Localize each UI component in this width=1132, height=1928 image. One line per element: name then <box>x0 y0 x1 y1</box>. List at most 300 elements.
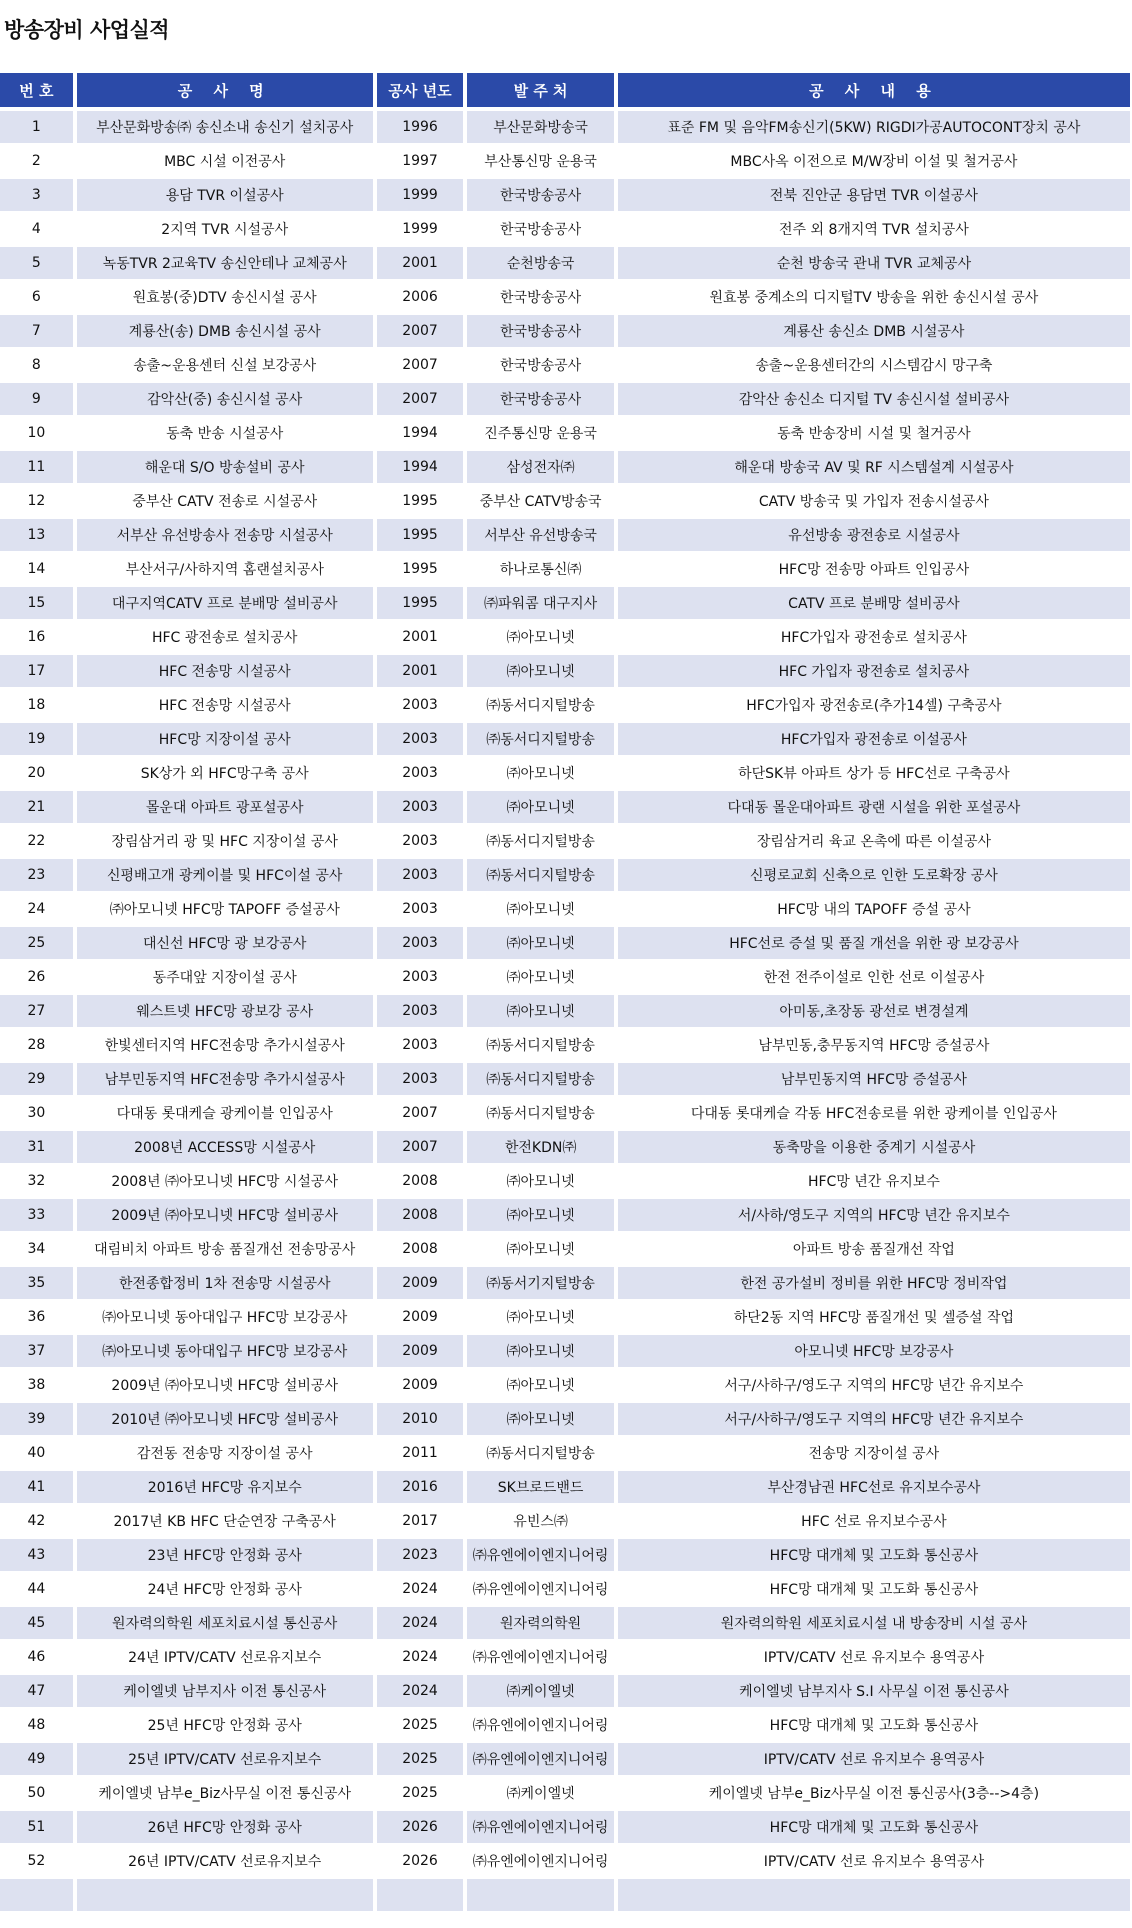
table-row <box>0 1369 1130 1403</box>
row-number: 16 <box>0 621 73 653</box>
table-row <box>0 1845 1130 1879</box>
project-name: 2지역 TVR 시설공사 <box>77 213 373 245</box>
row-number: 9 <box>0 383 73 415</box>
client-name: ㈜아모니넷 <box>467 1369 613 1401</box>
project-description: HFC선로 증설 및 품질 개선을 위한 광 보강공사 <box>618 927 1130 959</box>
row-number: 51 <box>0 1811 73 1843</box>
project-description: CATV 프로 분배망 설비공사 <box>618 587 1130 619</box>
project-year: 1996 <box>377 111 464 143</box>
project-name: 원효봉(중)DTV 송신시설 공사 <box>77 281 373 313</box>
row-number: 3 <box>0 179 73 211</box>
client-name: ㈜아모니넷 <box>467 893 613 925</box>
table-row <box>0 1675 1130 1709</box>
table-row <box>0 1777 1130 1811</box>
row-number: 40 <box>0 1437 73 1469</box>
project-name: HFC 전송망 시설공사 <box>77 655 373 687</box>
project-name: 해운대 S/O 방송설비 공사 <box>77 451 373 483</box>
row-number: 50 <box>0 1777 73 1809</box>
client-name: ㈜아모니넷 <box>467 1233 613 1265</box>
client-name: ㈜유엔에이엔지니어링 <box>467 1573 613 1605</box>
client-name: 한국방송공사 <box>467 315 613 347</box>
row-number: 49 <box>0 1743 73 1775</box>
client-name: ㈜동서디지털방송 <box>467 723 613 755</box>
project-name: 대림비치 아파트 방송 품질개선 전송망공사 <box>77 1233 373 1265</box>
project-table <box>0 73 1130 1913</box>
client-name: 중부산 CATV방송국 <box>467 485 613 517</box>
project-year: 2003 <box>377 995 464 1027</box>
project-year: 1995 <box>377 485 464 517</box>
project-name: MBC 시설 이전공사 <box>77 145 373 177</box>
table-row <box>0 791 1130 825</box>
project-description: 부산경남권 HFC선로 유지보수공사 <box>618 1471 1130 1503</box>
table-row <box>0 1437 1130 1471</box>
table-row <box>0 1267 1130 1301</box>
client-name: SK브로드밴드 <box>467 1471 613 1503</box>
project-description: 케이엘넷 남부지사 S.I 사무실 이전 통신공사 <box>618 1675 1130 1707</box>
project-name: 동주대앞 지장이설 공사 <box>77 961 373 993</box>
table-row <box>0 1097 1130 1131</box>
client-name: ㈜아모니넷 <box>467 655 613 687</box>
row-number: 12 <box>0 485 73 517</box>
project-name: 남부민동지역 HFC전송망 추가시설공사 <box>77 1063 373 1095</box>
row-number: 11 <box>0 451 73 483</box>
row-number: 29 <box>0 1063 73 1095</box>
row-number: 2 <box>0 145 73 177</box>
project-year: 2017 <box>377 1505 464 1537</box>
project-description: HFC가입자 광전송로 설치공사 <box>618 621 1130 653</box>
project-name: 2010년 ㈜아모니넷 HFC망 설비공사 <box>77 1403 373 1435</box>
project-description: 다대동 몰운대아파트 광랜 시설을 위한 포설공사 <box>618 791 1130 823</box>
project-year: 2011 <box>377 1437 464 1469</box>
project-description: 서구/사하구/영도구 지역의 HFC망 년간 유지보수 <box>618 1403 1130 1435</box>
table-row <box>0 859 1130 893</box>
table-row <box>0 1131 1130 1165</box>
client-name: ㈜아모니넷 <box>467 961 613 993</box>
project-description: 남부민동,충무동지역 HFC망 증설공사 <box>618 1029 1130 1061</box>
client-name: ㈜아모니넷 <box>467 927 613 959</box>
client-name: ㈜유엔에이엔지니어링 <box>467 1641 613 1673</box>
project-description: HFC망 대개체 및 고도화 통신공사 <box>618 1573 1130 1605</box>
project-name: 부산서구/사하지역 홈랜설치공사 <box>77 553 373 585</box>
row-number: 37 <box>0 1335 73 1367</box>
client-name: ㈜동서디지털방송 <box>467 1029 613 1061</box>
project-name: 2008년 ACCESS망 시설공사 <box>77 1131 373 1163</box>
client-name: ㈜동서디지털방송 <box>467 1063 613 1095</box>
table-row <box>0 1811 1130 1845</box>
project-description: HFC 선로 유지보수공사 <box>618 1505 1130 1537</box>
project-year: 2025 <box>377 1709 464 1741</box>
project-year: 2008 <box>377 1233 464 1265</box>
project-description: 동축 반송장비 시설 및 철거공사 <box>618 417 1130 449</box>
row-number: 46 <box>0 1641 73 1673</box>
row-number: 38 <box>0 1369 73 1401</box>
project-description: 한전 전주이설로 인한 선로 이설공사 <box>618 961 1130 993</box>
client-name: ㈜아모니넷 <box>467 791 613 823</box>
project-name: 24년 HFC망 안정화 공사 <box>77 1573 373 1605</box>
row-number: 27 <box>0 995 73 1027</box>
row-number: 48 <box>0 1709 73 1741</box>
project-year: 1995 <box>377 519 464 551</box>
project-name: 중부산 CATV 전송로 시설공사 <box>77 485 373 517</box>
project-year: 1995 <box>377 553 464 585</box>
project-year: 2008 <box>377 1165 464 1197</box>
row-number: 45 <box>0 1607 73 1639</box>
project-name: 26년 HFC망 안정화 공사 <box>77 1811 373 1843</box>
project-name: 케이엘넷 남부지사 이전 통신공사 <box>77 1675 373 1707</box>
row-number: 23 <box>0 859 73 891</box>
project-year: 1997 <box>377 145 464 177</box>
row-number: 22 <box>0 825 73 857</box>
project-description: IPTV/CATV 선로 유지보수 용역공사 <box>618 1743 1130 1775</box>
project-year: 2003 <box>377 1029 464 1061</box>
client-name: 원자력의학원 <box>467 1607 613 1639</box>
client-name: 진주통신망 운용국 <box>467 417 613 449</box>
project-year: 2003 <box>377 791 464 823</box>
project-description: 신평로교회 신축으로 인한 도로확장 공사 <box>618 859 1130 891</box>
row-number: 21 <box>0 791 73 823</box>
project-year: 2003 <box>377 723 464 755</box>
project-name: 2009년 ㈜아모니넷 HFC망 설비공사 <box>77 1199 373 1231</box>
project-year: 2003 <box>377 859 464 891</box>
project-description: 한전 공가설비 정비를 위한 HFC망 정비작업 <box>618 1267 1130 1299</box>
project-name: HFC 광전송로 설치공사 <box>77 621 373 653</box>
project-description: IPTV/CATV 선로 유지보수 용역공사 <box>618 1641 1130 1673</box>
table-row <box>0 961 1130 995</box>
project-description: HFC가입자 광전송로 이설공사 <box>618 723 1130 755</box>
header-project-name: 공 사 명 <box>77 73 373 107</box>
table-row <box>0 1165 1130 1199</box>
project-description: 계룡산 송신소 DMB 시설공사 <box>618 315 1130 347</box>
project-year: 2009 <box>377 1335 464 1367</box>
row-number: 31 <box>0 1131 73 1163</box>
project-description: 유선방송 광전송로 시설공사 <box>618 519 1130 551</box>
row-number: 19 <box>0 723 73 755</box>
project-description: 서/사하/영도구 지역의 HFC망 년간 유지보수 <box>618 1199 1130 1231</box>
table-row <box>0 145 1130 179</box>
table-row <box>0 587 1130 621</box>
project-description: HFC망 대개체 및 고도화 통신공사 <box>618 1811 1130 1843</box>
client-name: 한국방송공사 <box>467 281 613 313</box>
table-row <box>0 1641 1130 1675</box>
project-description: HFC망 내의 TAPOFF 증설 공사 <box>618 893 1130 925</box>
table-row <box>0 281 1130 315</box>
project-name: 대구지역CATV 프로 분배망 설비공사 <box>77 587 373 619</box>
row-number: 13 <box>0 519 73 551</box>
project-name: 대신선 HFC망 광 보강공사 <box>77 927 373 959</box>
project-name: 25년 IPTV/CATV 선로유지보수 <box>77 1743 373 1775</box>
table-row <box>0 893 1130 927</box>
project-year: 2003 <box>377 757 464 789</box>
table-cell <box>0 1879 73 1911</box>
project-name: 한전종합정비 1차 전송망 시설공사 <box>77 1267 373 1299</box>
project-year: 2001 <box>377 655 464 687</box>
project-description: 장림삼거리 육교 온촉에 따른 이설공사 <box>618 825 1130 857</box>
project-year: 1994 <box>377 451 464 483</box>
client-name: ㈜케이엘넷 <box>467 1777 613 1809</box>
project-description: 남부민동지역 HFC망 증설공사 <box>618 1063 1130 1095</box>
project-name: 한빛센터지역 HFC전송망 추가시설공사 <box>77 1029 373 1061</box>
project-year: 2009 <box>377 1301 464 1333</box>
table-row <box>0 213 1130 247</box>
client-name: 한국방송공사 <box>467 383 613 415</box>
project-year: 2026 <box>377 1811 464 1843</box>
project-year: 1999 <box>377 179 464 211</box>
client-name: ㈜아모니넷 <box>467 1403 613 1435</box>
project-name: SK상가 외 HFC망구축 공사 <box>77 757 373 789</box>
row-number: 32 <box>0 1165 73 1197</box>
project-year: 2003 <box>377 1063 464 1095</box>
table-row <box>0 927 1130 961</box>
row-number: 4 <box>0 213 73 245</box>
table-row <box>0 111 1130 145</box>
project-name: 몰운대 아파트 광포설공사 <box>77 791 373 823</box>
table-row <box>0 1063 1130 1097</box>
table-row <box>0 1539 1130 1573</box>
project-year: 2024 <box>377 1607 464 1639</box>
project-year: 2024 <box>377 1573 464 1605</box>
project-description: 해운대 방송국 AV 및 RF 시스템설계 시설공사 <box>618 451 1130 483</box>
table-row <box>0 1607 1130 1641</box>
project-description: 원자력의학원 세포치료시설 내 방송장비 시설 공사 <box>618 1607 1130 1639</box>
project-year: 2007 <box>377 1097 464 1129</box>
project-year: 2007 <box>377 349 464 381</box>
table-row <box>0 485 1130 519</box>
header-number: 번 호 <box>0 73 73 107</box>
project-description: 하단SK뷰 아파트 상가 등 HFC선로 구축공사 <box>618 757 1130 789</box>
project-description: HFC망 대개체 및 고도화 통신공사 <box>618 1539 1130 1571</box>
project-year: 2003 <box>377 689 464 721</box>
project-description: MBC사옥 이전으로 M/W장비 이설 및 철거공사 <box>618 145 1130 177</box>
project-description: 송출~운용센터간의 시스템감시 망구축 <box>618 349 1130 381</box>
project-year: 2016 <box>377 1471 464 1503</box>
project-name: 케이엘넷 남부e_Biz사무실 이전 통신공사 <box>77 1777 373 1809</box>
row-number: 20 <box>0 757 73 789</box>
project-name: 서부산 유선방송사 전송망 시설공사 <box>77 519 373 551</box>
project-year: 2025 <box>377 1743 464 1775</box>
project-name: ㈜아모니넷 동아대입구 HFC망 보강공사 <box>77 1335 373 1367</box>
table-cell <box>618 1879 1130 1911</box>
project-description: HFC망 전송망 아파트 인입공사 <box>618 553 1130 585</box>
row-number: 6 <box>0 281 73 313</box>
table-row <box>0 1505 1130 1539</box>
table-row <box>0 655 1130 689</box>
row-number: 26 <box>0 961 73 993</box>
row-number: 8 <box>0 349 73 381</box>
project-name: 부산문화방송㈜ 송신소내 송신기 설치공사 <box>77 111 373 143</box>
project-year: 2006 <box>377 281 464 313</box>
project-name: 장림삼거리 광 및 HFC 지장이설 공사 <box>77 825 373 857</box>
project-description: 아모니넷 HFC망 보강공사 <box>618 1335 1130 1367</box>
table-row <box>0 1573 1130 1607</box>
client-name: ㈜동서디지털방송 <box>467 689 613 721</box>
project-description: 표준 FM 및 음악FM송신기(5KW) RIGDI가공AUTOCONT장치 공사 <box>618 111 1130 143</box>
row-number: 42 <box>0 1505 73 1537</box>
table-row <box>0 451 1130 485</box>
project-description: HFC망 대개체 및 고도화 통신공사 <box>618 1709 1130 1741</box>
project-description: 전주 외 8개지역 TVR 설치공사 <box>618 213 1130 245</box>
table-cell <box>377 1879 464 1911</box>
project-year: 2001 <box>377 247 464 279</box>
row-number: 7 <box>0 315 73 347</box>
project-description: HFC망 년간 유지보수 <box>618 1165 1130 1197</box>
header-client: 발 주 처 <box>467 73 613 107</box>
project-year: 2026 <box>377 1845 464 1877</box>
row-number: 52 <box>0 1845 73 1877</box>
client-name: ㈜아모니넷 <box>467 621 613 653</box>
client-name: ㈜아모니넷 <box>467 1335 613 1367</box>
table-row <box>0 1743 1130 1777</box>
project-description: 다대동 롯대케슬 각동 HFC전송로를 위한 광케이블 인입공사 <box>618 1097 1130 1129</box>
client-name: ㈜아모니넷 <box>467 757 613 789</box>
project-name: ㈜아모니넷 동아대입구 HFC망 보강공사 <box>77 1301 373 1333</box>
project-year: 1994 <box>377 417 464 449</box>
table-row <box>0 315 1130 349</box>
row-number: 30 <box>0 1097 73 1129</box>
project-name: 감악산(중) 송신시설 공사 <box>77 383 373 415</box>
table-cell <box>77 1879 373 1911</box>
table-row <box>0 1233 1130 1267</box>
client-name: ㈜동서기지털방송 <box>467 1267 613 1299</box>
project-name: 24년 IPTV/CATV 선로유지보수 <box>77 1641 373 1673</box>
table-row <box>0 553 1130 587</box>
table-row <box>0 383 1130 417</box>
row-number: 47 <box>0 1675 73 1707</box>
project-description: 아미동,초장동 광선로 변경설계 <box>618 995 1130 1027</box>
client-name: 유빈스㈜ <box>467 1505 613 1537</box>
client-name: ㈜파워콤 대구지사 <box>467 587 613 619</box>
project-name: 동축 반송 시설공사 <box>77 417 373 449</box>
project-year: 2024 <box>377 1675 464 1707</box>
table-row <box>0 1709 1130 1743</box>
row-number: 18 <box>0 689 73 721</box>
table-row <box>0 1471 1130 1505</box>
client-name: ㈜동서디지털방송 <box>467 825 613 857</box>
header-description: 공 사 내 용 <box>618 73 1130 107</box>
project-description: HFC가입자 광전송로(추가14셀) 구축공사 <box>618 689 1130 721</box>
project-name: 용담 TVR 이설공사 <box>77 179 373 211</box>
client-name: 삼성전자㈜ <box>467 451 613 483</box>
table-header-row <box>0 73 1130 111</box>
table-row <box>0 1335 1130 1369</box>
project-description: 동축망을 이용한 중계기 시설공사 <box>618 1131 1130 1163</box>
project-name: 계룡산(송) DMB 송신시설 공사 <box>77 315 373 347</box>
project-name: 2009년 ㈜아모니넷 HFC망 설비공사 <box>77 1369 373 1401</box>
project-description: 아파트 방송 품질개선 작업 <box>618 1233 1130 1265</box>
project-year: 2009 <box>377 1369 464 1401</box>
row-number: 41 <box>0 1471 73 1503</box>
project-year: 2001 <box>377 621 464 653</box>
project-name: 23년 HFC망 안정화 공사 <box>77 1539 373 1571</box>
row-number: 14 <box>0 553 73 585</box>
table-row <box>0 247 1130 281</box>
table-row <box>0 519 1130 553</box>
client-name: 한국방송공사 <box>467 179 613 211</box>
project-year: 2008 <box>377 1199 464 1231</box>
row-number: 25 <box>0 927 73 959</box>
table-row <box>0 1199 1130 1233</box>
project-name: 신평배고개 광케이블 및 HFC이설 공사 <box>77 859 373 891</box>
project-description: 전북 진안군 용담면 TVR 이설공사 <box>618 179 1130 211</box>
row-number: 10 <box>0 417 73 449</box>
header-year: 공사 년도 <box>377 73 464 107</box>
client-name: ㈜유엔에이엔지니어링 <box>467 1811 613 1843</box>
project-name: 2008년 ㈜아모니넷 HFC망 시설공사 <box>77 1165 373 1197</box>
table-row <box>0 1301 1130 1335</box>
client-name: 서부산 유선방송국 <box>467 519 613 551</box>
row-number: 36 <box>0 1301 73 1333</box>
row-number: 43 <box>0 1539 73 1571</box>
table-row <box>0 723 1130 757</box>
project-description: 원효봉 중계소의 디지털TV 방송을 위한 송신시설 공사 <box>618 281 1130 313</box>
project-name: 원자력의학원 세포치료시설 통신공사 <box>77 1607 373 1639</box>
project-name: 다대동 롯대케슬 광케이블 인입공사 <box>77 1097 373 1129</box>
project-name: 2017년 KB HFC 단순연장 구축공사 <box>77 1505 373 1537</box>
project-year: 2007 <box>377 1131 464 1163</box>
client-name: ㈜케이엘넷 <box>467 1675 613 1707</box>
project-name: 25년 HFC망 안정화 공사 <box>77 1709 373 1741</box>
project-year: 2003 <box>377 825 464 857</box>
project-description: 감악산 송신소 디지털 TV 송신시설 설비공사 <box>618 383 1130 415</box>
row-number: 39 <box>0 1403 73 1435</box>
table-row <box>0 349 1130 383</box>
table-row <box>0 179 1130 213</box>
page-title: 방송장비 사업실적 <box>4 18 170 42</box>
table-row <box>0 1029 1130 1063</box>
client-name: ㈜동서디지털방송 <box>467 1437 613 1469</box>
project-year: 2007 <box>377 383 464 415</box>
client-name: ㈜아모니넷 <box>467 1301 613 1333</box>
project-description: 케이엘넷 남부e_Biz사무실 이전 통신공사(3층-->4층) <box>618 1777 1130 1809</box>
table-row <box>0 417 1130 451</box>
project-name: 2016년 HFC망 유지보수 <box>77 1471 373 1503</box>
project-description: 하단2동 지역 HFC망 품질개선 및 셀증설 작업 <box>618 1301 1130 1333</box>
client-name: ㈜동서디지털방송 <box>467 1097 613 1129</box>
table-cell <box>467 1879 613 1911</box>
client-name: ㈜아모니넷 <box>467 1165 613 1197</box>
project-year: 2003 <box>377 961 464 993</box>
project-description: 전송망 지장이설 공사 <box>618 1437 1130 1469</box>
project-description: 서구/사하구/영도구 지역의 HFC망 년간 유지보수 <box>618 1369 1130 1401</box>
project-year: 2003 <box>377 893 464 925</box>
table-row <box>0 995 1130 1029</box>
client-name: 한국방송공사 <box>467 213 613 245</box>
row-number: 15 <box>0 587 73 619</box>
client-name: 부산문화방송국 <box>467 111 613 143</box>
row-number: 17 <box>0 655 73 687</box>
client-name: ㈜동서디지털방송 <box>467 859 613 891</box>
client-name: ㈜유엔에이엔지니어링 <box>467 1743 613 1775</box>
project-year: 1995 <box>377 587 464 619</box>
row-number: 28 <box>0 1029 73 1061</box>
client-name: ㈜유엔에이엔지니어링 <box>467 1539 613 1571</box>
row-number: 33 <box>0 1199 73 1231</box>
project-name: HFC망 지장이설 공사 <box>77 723 373 755</box>
project-year: 2003 <box>377 927 464 959</box>
project-year: 2023 <box>377 1539 464 1571</box>
row-number: 35 <box>0 1267 73 1299</box>
client-name: ㈜아모니넷 <box>467 1199 613 1231</box>
project-description: CATV 방송국 및 가입자 전송시설공사 <box>618 485 1130 517</box>
client-name: 순천방송국 <box>467 247 613 279</box>
project-year: 2009 <box>377 1267 464 1299</box>
project-name: 웨스트넷 HFC망 광보강 공사 <box>77 995 373 1027</box>
table-row <box>0 689 1130 723</box>
row-number: 34 <box>0 1233 73 1265</box>
project-name: ㈜아모니넷 HFC망 TAPOFF 증설공사 <box>77 893 373 925</box>
row-number: 1 <box>0 111 73 143</box>
client-name: 한국방송공사 <box>467 349 613 381</box>
table-row <box>0 825 1130 859</box>
